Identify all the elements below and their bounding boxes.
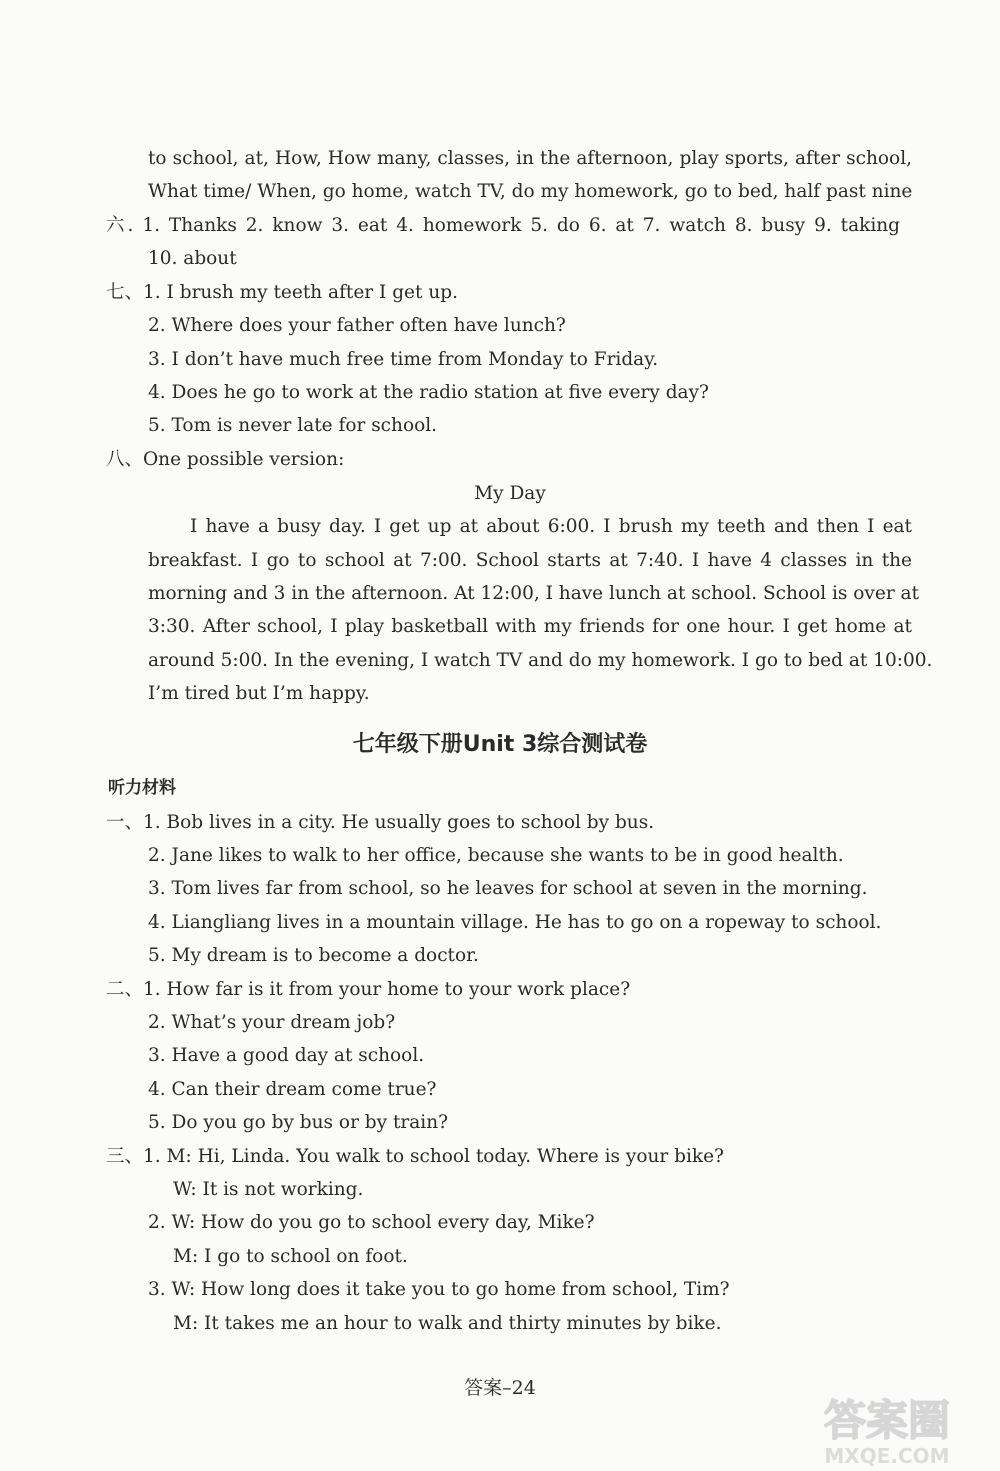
text-line: What time/ When, go home, watch TV, do my homework, go to bed, half past nine [148, 181, 913, 202]
text-line: 10. about [148, 248, 237, 269]
listening-line: 4. Can their dream come true? [148, 1079, 437, 1100]
svg-text:MXQE.COM: MXQE.COM [824, 1444, 950, 1467]
watermark-logo [785, 1395, 990, 1467]
listening-line: 三、1. M: Hi, Linda. You walk to school today. Where is your bike? [106, 1146, 724, 1167]
listening-heading: 听力材料 [108, 778, 176, 798]
listening-line: 4. Liangliang lives in a mountain village. He has to go on a ropeway to school. [148, 912, 882, 933]
listening-line: M: It takes me an hour to walk and thirty minutes by bike. [173, 1313, 722, 1334]
text-line: 4. Does he go to work at the radio station at five every day? [148, 382, 709, 403]
listening-line: 2. W: How do you go to school every day, Mike? [148, 1212, 595, 1233]
listening-line: M: I go to school on foot. [173, 1246, 408, 1267]
essay-line: breakfast. I go to school at 7:00. School starts at 7:40. I have 4 classes in the [148, 550, 912, 571]
listening-line: 一、1. Bob lives in a city. He usually goes to school by bus. [106, 812, 655, 833]
listening-line: 2. What’s your dream job? [148, 1012, 396, 1033]
listening-line: 二、1. How far is it from your home to your work place? [106, 979, 631, 1000]
listening-line: W: It is not working. [173, 1179, 364, 1200]
text-line: 2. Where does your father often have lunch? [148, 315, 566, 336]
page-number: 答案–24 [464, 1377, 536, 1399]
essay-line: I have a busy day. I get up at about 6:00. I brush my teeth and then I eat [190, 516, 912, 537]
text-line: to school, at, How, How many, classes, in the afternoon, play sports, after school, [148, 148, 912, 169]
listening-line: 5. Do you go by bus or by train? [148, 1112, 449, 1133]
listening-line: 3. Have a good day at school. [148, 1045, 425, 1066]
listening-line: 5. My dream is to become a doctor. [148, 945, 479, 966]
listening-line: 3. W: How long does it take you to go home from school, Tim? [148, 1279, 730, 1300]
listening-line: 3. Tom lives far from school, so he leaves for school at seven in the morning. [148, 878, 868, 899]
answer-line-8: 八、One possible version: [106, 449, 345, 470]
text-line: 3. I don’t have much free time from Monday to Friday. [148, 349, 659, 370]
text-line: 5. Tom is never late for school. [148, 415, 438, 436]
answer-line-7: 七、1. I brush my teeth after I get up. [106, 282, 458, 303]
essay-title: My Day [474, 483, 546, 504]
svg-text:答案圈: 答案圈 [823, 1396, 951, 1445]
answer-line-6: 六. 1. Thanks 2. know 3. eat 4. homework 5. do 6. at 7. watch 8. busy 9. taking [106, 215, 900, 236]
essay-line: morning and 3 in the afternoon. At 12:00, I have lunch at school. School is over at [148, 583, 920, 604]
essay-line: 3:30. After school, I play basketball with my friends for one hour. I get home at [148, 616, 912, 637]
listening-line: 2. Jane likes to walk to her office, because she wants to be in good health. [148, 845, 844, 866]
section-title: 七年级下册Unit 3综合测试卷 [352, 732, 648, 757]
essay-line: around 5:00. In the evening, I watch TV and do my homework. I go to bed at 10:00. [148, 650, 933, 671]
essay-line: I’m tired but I’m happy. [148, 683, 370, 704]
